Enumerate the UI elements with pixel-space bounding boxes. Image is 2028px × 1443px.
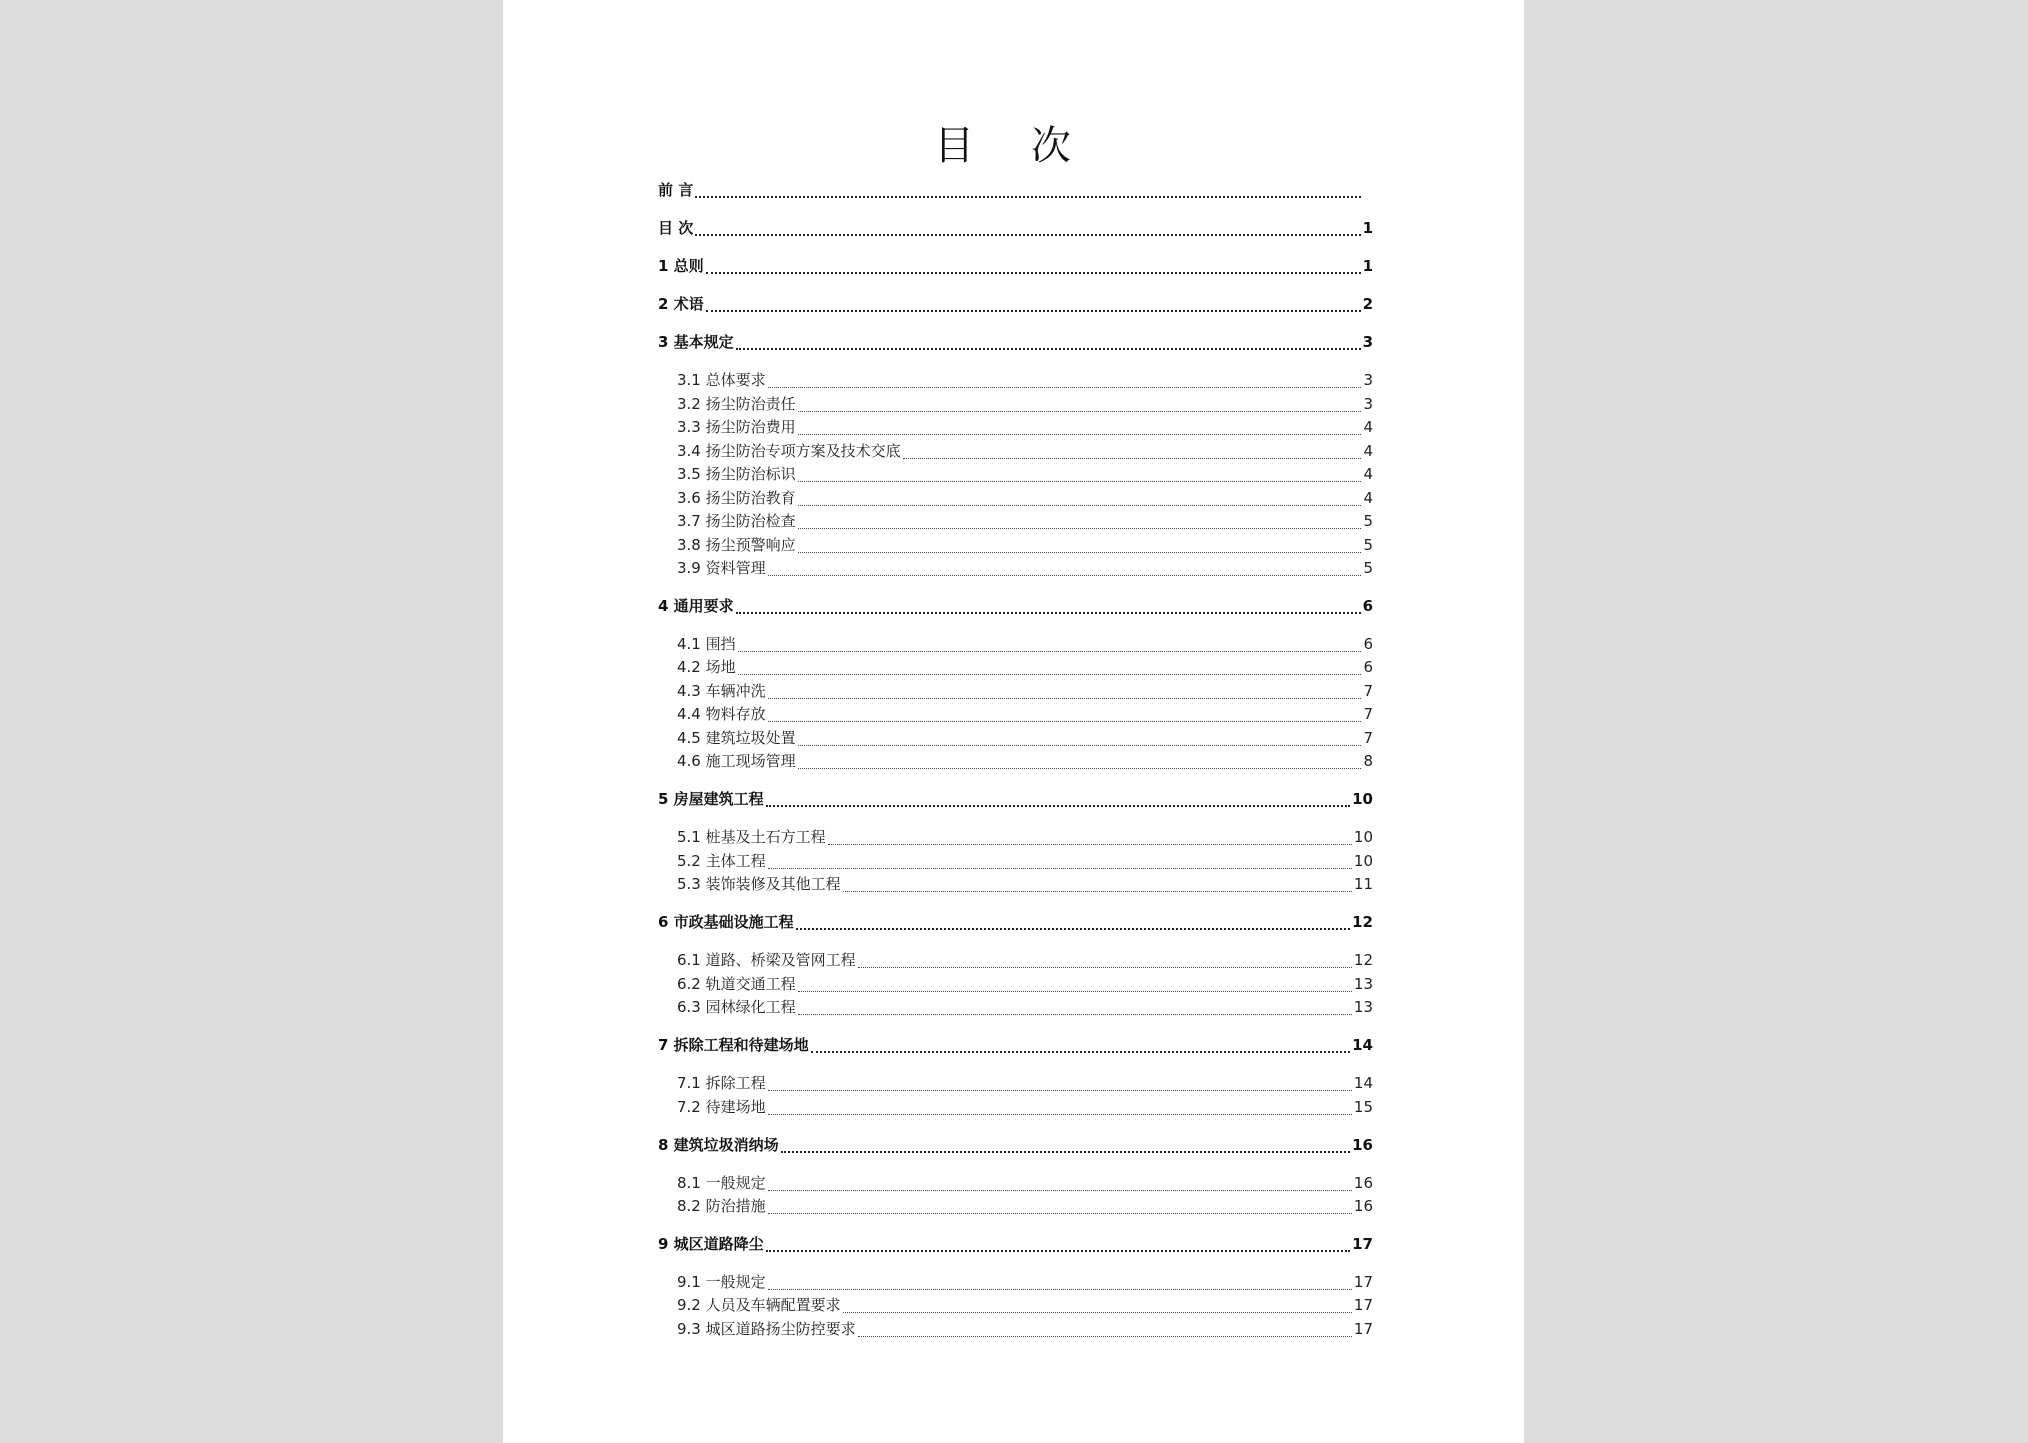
toc-entry-label: 3.1 总体要求 <box>677 371 766 389</box>
toc-page-number: 17 <box>1353 1296 1373 1314</box>
dot-leader <box>695 196 1361 198</box>
toc-section-entry[interactable] <box>658 726 1373 750</box>
toc-section-entry[interactable] <box>658 972 1373 996</box>
toc-chapter-entry[interactable] <box>658 254 1373 278</box>
dot-leader <box>768 1090 1352 1091</box>
toc-section-entry[interactable] <box>658 872 1373 896</box>
toc-entry-label: 4.6 施工现场管理 <box>677 752 796 770</box>
toc-entry-label: 4.1 围挡 <box>677 635 736 653</box>
dot-leader <box>768 387 1361 388</box>
dot-leader <box>798 434 1361 435</box>
dot-leader <box>798 768 1361 769</box>
toc-chapter-entry[interactable] <box>658 1033 1373 1057</box>
dot-leader <box>706 272 1361 274</box>
toc-page-number: 3 <box>1363 395 1373 413</box>
toc-section-entry[interactable] <box>658 1317 1373 1341</box>
toc-page-number: 10 <box>1352 790 1373 808</box>
toc-entry-label: 6.3 园林绿化工程 <box>677 998 796 1016</box>
dot-leader <box>798 411 1361 412</box>
dot-leader <box>766 1250 1350 1252</box>
toc-page-number: 5 <box>1363 536 1373 554</box>
toc-page-number: 2 <box>1362 295 1373 313</box>
dot-leader <box>736 612 1361 614</box>
toc-page-number: 17 <box>1353 1273 1373 1291</box>
toc-section-entry[interactable] <box>658 655 1373 679</box>
toc-page-number: 3 <box>1362 333 1373 351</box>
toc-section-entry[interactable] <box>658 509 1373 533</box>
toc-page-number: 14 <box>1353 1074 1373 1092</box>
toc-entry-label: 6 市政基础设施工程 <box>658 913 794 931</box>
toc-section-entry[interactable] <box>658 1293 1373 1317</box>
toc-section-entry[interactable] <box>658 462 1373 486</box>
dot-leader <box>768 1289 1352 1290</box>
toc-section-entry[interactable] <box>658 702 1373 726</box>
toc-chapter-entry[interactable] <box>658 594 1373 618</box>
toc-entry-label: 9.3 城区道路扬尘防控要求 <box>677 1320 856 1338</box>
dot-leader <box>768 868 1352 869</box>
toc-section-entry[interactable] <box>658 1071 1373 1095</box>
toc-page-number: 12 <box>1353 951 1373 969</box>
toc-chapter-entry[interactable] <box>658 216 1373 240</box>
dot-leader <box>768 575 1361 576</box>
toc-page-number: 6 <box>1363 635 1373 653</box>
toc-entry-label: 3.3 扬尘防治费用 <box>677 418 796 436</box>
toc-entry-label: 6.1 道路、桥梁及管网工程 <box>677 951 856 969</box>
toc-page-number: 4 <box>1363 489 1373 507</box>
dot-leader <box>798 528 1361 529</box>
toc-page-number: 14 <box>1352 1036 1373 1054</box>
toc-page-number: 5 <box>1363 559 1373 577</box>
toc-page-number: 8 <box>1363 752 1373 770</box>
toc-entry-label: 前 言 <box>658 181 694 199</box>
toc-entry-label: 4 通用要求 <box>658 597 734 615</box>
toc-section-entry[interactable] <box>658 533 1373 557</box>
dot-leader <box>858 1336 1352 1337</box>
toc-section-entry[interactable] <box>658 439 1373 463</box>
toc-entry-label: 4.5 建筑垃圾处置 <box>677 729 796 747</box>
dot-leader <box>768 698 1361 699</box>
toc-page-number: 17 <box>1353 1320 1373 1338</box>
toc-entry-label: 9.2 人员及车辆配置要求 <box>677 1296 841 1314</box>
toc-page-number: 16 <box>1353 1197 1373 1215</box>
toc-entry-label: 9 城区道路降尘 <box>658 1235 764 1253</box>
toc-page-number: 16 <box>1352 1136 1373 1154</box>
dot-leader <box>798 552 1361 553</box>
toc-chapter-entry[interactable] <box>658 292 1373 316</box>
dot-leader <box>781 1151 1350 1153</box>
toc-page-number: 4 <box>1363 465 1373 483</box>
toc-entry-label: 3.8 扬尘预警响应 <box>677 536 796 554</box>
toc-chapter-entry[interactable] <box>658 1133 1373 1157</box>
toc-entry-label: 3.9 资料管理 <box>677 559 766 577</box>
toc-section-entry[interactable] <box>658 368 1373 392</box>
toc-section-entry[interactable] <box>658 995 1373 1019</box>
toc-page-number: 10 <box>1353 852 1373 870</box>
dot-leader <box>858 967 1352 968</box>
dot-leader <box>766 805 1350 807</box>
toc-page-number: 4 <box>1363 418 1373 436</box>
toc-entry-label: 4.3 车辆冲洗 <box>677 682 766 700</box>
toc-entry-label: 8 建筑垃圾消纳场 <box>658 1136 779 1154</box>
dot-leader <box>768 721 1361 722</box>
document-page <box>503 0 1524 1443</box>
toc-page-number: 17 <box>1352 1235 1373 1253</box>
toc-entry-label: 3.4 扬尘防治专项方案及技术交底 <box>677 442 901 460</box>
toc-entry-label: 3.2 扬尘防治责任 <box>677 395 796 413</box>
page-title: 目 次 <box>934 123 1093 169</box>
toc-page-number: 10 <box>1353 828 1373 846</box>
toc-chapter-entry[interactable] <box>658 787 1373 811</box>
toc-section-entry[interactable] <box>658 415 1373 439</box>
toc-entry-label: 目 次 <box>658 219 694 237</box>
dot-leader <box>798 1014 1352 1015</box>
toc-page-number: 1 <box>1362 219 1373 237</box>
toc-section-entry[interactable] <box>658 849 1373 873</box>
toc-chapter-entry[interactable] <box>658 178 1373 202</box>
toc-entry-label: 8.2 防治措施 <box>677 1197 766 1215</box>
toc-entry-label: 7 拆除工程和待建场地 <box>658 1036 809 1054</box>
toc-entry-label: 2 术语 <box>658 295 704 313</box>
toc-page-number: 13 <box>1353 975 1373 993</box>
toc-entry-label: 7.2 待建场地 <box>677 1098 766 1116</box>
toc-section-entry[interactable] <box>658 1270 1373 1294</box>
toc-page-number: 11 <box>1353 875 1373 893</box>
dot-leader <box>798 991 1352 992</box>
toc-section-entry[interactable] <box>658 486 1373 510</box>
toc-entry-label: 6.2 轨道交通工程 <box>677 975 796 993</box>
dot-leader <box>695 234 1360 236</box>
dot-leader <box>736 348 1361 350</box>
dot-leader <box>798 481 1361 482</box>
toc-section-entry[interactable] <box>658 556 1373 580</box>
toc-section-entry[interactable] <box>658 632 1373 656</box>
toc-chapter-entry[interactable] <box>658 910 1373 934</box>
toc-section-entry[interactable] <box>658 1171 1373 1195</box>
toc-section-entry[interactable] <box>658 679 1373 703</box>
toc-entry-label: 5.1 桩基及土石方工程 <box>677 828 826 846</box>
toc-page-number: 5 <box>1363 512 1373 530</box>
toc-page-number: 12 <box>1352 913 1373 931</box>
dot-leader <box>798 505 1361 506</box>
dot-leader <box>828 844 1352 845</box>
toc-chapter-entry[interactable] <box>658 330 1373 354</box>
toc-entry-label: 5.3 装饰装修及其他工程 <box>677 875 841 893</box>
toc-entry-label: 3.5 扬尘防治标识 <box>677 465 796 483</box>
toc-entry-label: 5 房屋建筑工程 <box>658 790 764 808</box>
dot-leader <box>738 651 1361 652</box>
toc-entry-label: 9.1 一般规定 <box>677 1273 766 1291</box>
toc-page-number: 4 <box>1363 442 1373 460</box>
toc-entry-label: 7.1 拆除工程 <box>677 1074 766 1092</box>
dot-leader <box>738 674 1361 675</box>
toc-section-entry[interactable] <box>658 1095 1373 1119</box>
dot-leader <box>768 1213 1352 1214</box>
toc-entry-label: 8.1 一般规定 <box>677 1174 766 1192</box>
dot-leader <box>798 745 1361 746</box>
toc-entry-label: 4.4 物料存放 <box>677 705 766 723</box>
dot-leader <box>843 891 1352 892</box>
toc-entry-label: 5.2 主体工程 <box>677 852 766 870</box>
toc-section-entry[interactable] <box>658 825 1373 849</box>
dot-leader <box>843 1312 1352 1313</box>
dot-leader <box>903 458 1361 459</box>
toc-section-entry[interactable] <box>658 749 1373 773</box>
toc-page-number: 6 <box>1362 597 1373 615</box>
dot-leader <box>811 1051 1350 1053</box>
dot-leader <box>768 1190 1352 1191</box>
toc-page-number: 1 <box>1362 257 1373 275</box>
toc-page-number: 7 <box>1363 682 1373 700</box>
toc-page-number: 6 <box>1363 658 1373 676</box>
toc-entry-label: 4.2 场地 <box>677 658 736 676</box>
dot-leader <box>796 928 1350 930</box>
toc-entry-label: 3 基本规定 <box>658 333 734 351</box>
toc-entry-label: 3.6 扬尘防治教育 <box>677 489 796 507</box>
dot-leader <box>768 1114 1352 1115</box>
toc-page-number: 7 <box>1363 729 1373 747</box>
toc-page-number: 3 <box>1363 371 1373 389</box>
toc-chapter-entry[interactable] <box>658 1232 1373 1256</box>
toc-page-number: 13 <box>1353 998 1373 1016</box>
toc-page-number: 15 <box>1353 1098 1373 1116</box>
toc-section-entry[interactable] <box>658 948 1373 972</box>
toc-entry-label: 1 总则 <box>658 257 704 275</box>
toc-section-entry[interactable] <box>658 392 1373 416</box>
toc-entry-label: 3.7 扬尘防治检查 <box>677 512 796 530</box>
toc-page-number: 16 <box>1353 1174 1373 1192</box>
toc-section-entry[interactable] <box>658 1194 1373 1218</box>
toc-page-number: 7 <box>1363 705 1373 723</box>
dot-leader <box>706 310 1361 312</box>
